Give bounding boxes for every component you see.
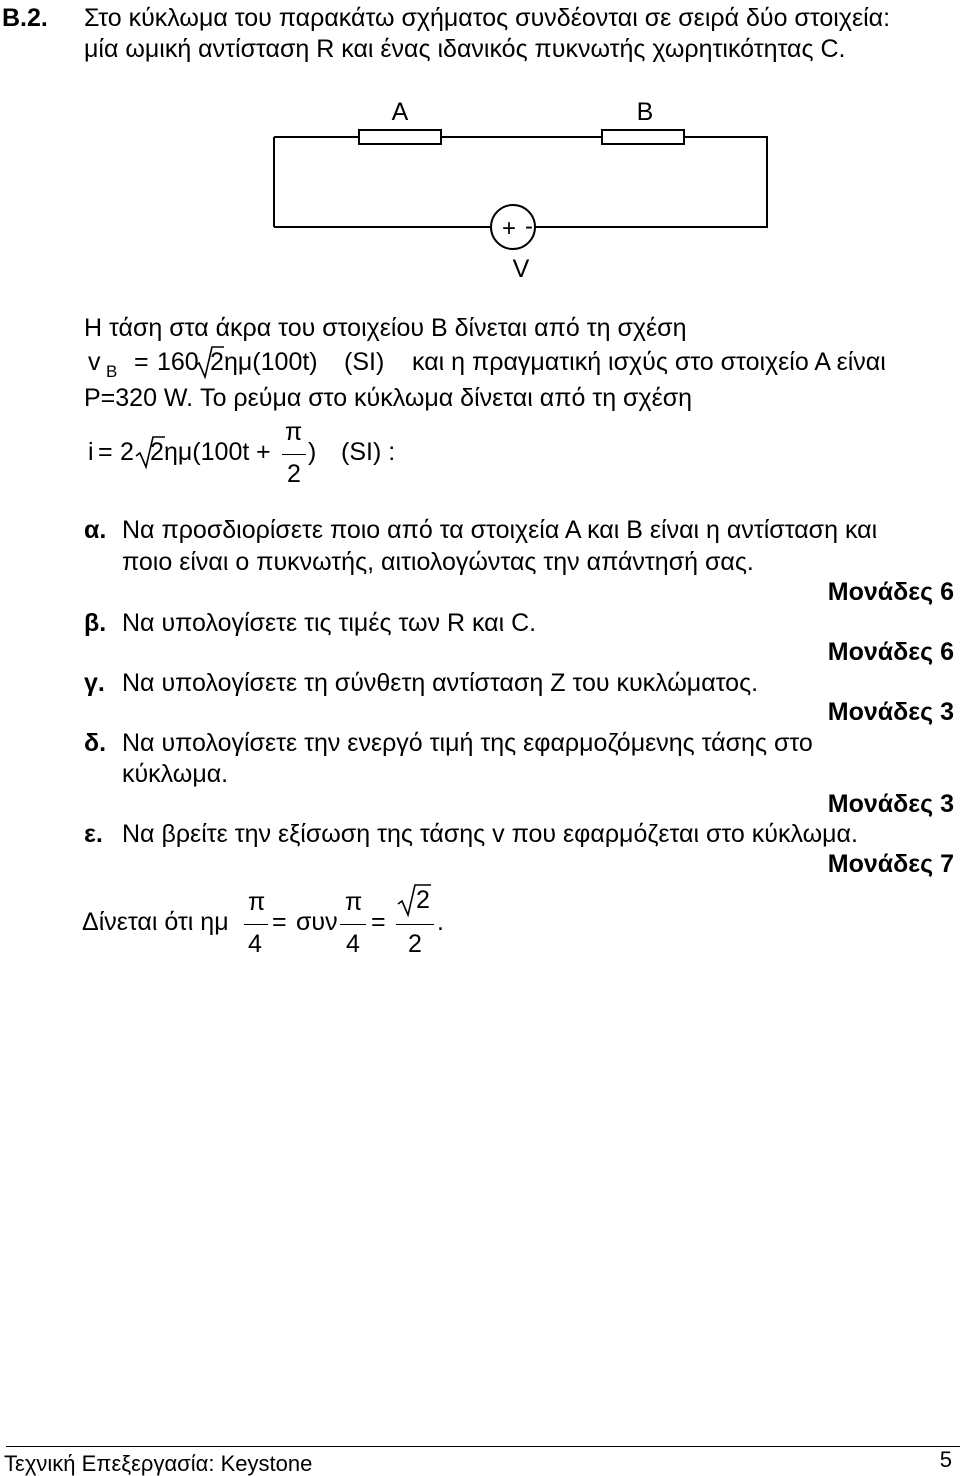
q-c-line-1: Να υπολογίσετε τη σύνθετη αντίσταση Ζ του κυκλώματος. (122, 669, 759, 697)
given-fraction-bar-1 (244, 924, 268, 925)
source-minus: - (525, 213, 533, 240)
vb-intro: Η τάση στα άκρα του στοιχείου Β δίνεται από τη σχέση (84, 314, 687, 342)
i-coefficient: 2 (120, 438, 134, 466)
i-symbol: i (88, 438, 94, 466)
i-function: ημ(100t (164, 438, 250, 466)
label-b: B (636, 98, 654, 126)
given-cos: συν (296, 908, 338, 936)
given-prefix: Δίνεται ότι ημ (82, 908, 229, 936)
q-b-points: Μονάδες 6 (827, 638, 954, 666)
q-d-line-1: Να υπολογίσετε την ενεργό τιμή της εφαρμοζόμενης τάσης στο (122, 729, 813, 757)
q-d-label: δ. (84, 729, 107, 757)
footer-credit: Τεχνική Επεξεργασία: Keystone (4, 1451, 313, 1476)
q-e-line-1: Να βρείτε την εξίσωση της τάσης v που εφαρμόζεται στο κύκλωμα. (122, 820, 858, 848)
i-denominator: 2 (287, 460, 301, 488)
i-close-paren: ) (308, 438, 317, 466)
i-pi-numerator: π (285, 418, 303, 446)
q-c-label: γ. (84, 669, 105, 697)
vb-function: ημ(100t) (224, 348, 318, 376)
vb-radicand: 2 (210, 348, 224, 376)
q-a-line-1: Να προσδιορίσετε ποιο από τα στοιχεία Α και Β είναι η αντίσταση και (122, 516, 878, 544)
source-plus: + (501, 215, 517, 242)
given-equals-2: = (371, 908, 386, 936)
intro-line-2: μία ωμική αντίσταση R και ένας ιδανικός πυκνωτής χωρητικότητας C. (84, 35, 846, 63)
given-fraction-bar-2 (340, 924, 366, 925)
q-d-points: Μονάδες 3 (827, 790, 954, 818)
element-a-box (359, 130, 441, 144)
i-equals: = (98, 438, 113, 466)
footer-divider (6, 1446, 960, 1447)
given-pi-2: π (345, 888, 363, 916)
given-radicand: 2 (416, 886, 430, 914)
q-b-line-1: Να υπολογίσετε τις τιμές των R και C. (122, 609, 537, 637)
q-c-points: Μονάδες 3 (827, 698, 954, 726)
given-denominator: 2 (408, 930, 422, 958)
vb-symbol: v (88, 348, 101, 376)
given-fraction-bar-3 (396, 924, 434, 925)
q-d-line-2: κύκλωμα. (122, 760, 229, 788)
q-e-label: ε. (84, 820, 103, 848)
vb-equals: = (134, 348, 149, 376)
i-radicand: 2 (150, 438, 164, 466)
intro-line-1: Στο κύκλωμα του παρακάτω σχήματος συνδέονται σε σειρά δύο στοιχεία: (84, 4, 891, 32)
power-line: P=320 W. Το ρεύμα στο κύκλωμα δίνεται από τη σχέση (84, 384, 693, 412)
q-a-points: Μονάδες 6 (827, 578, 954, 606)
given-four-1: 4 (248, 930, 262, 958)
q-a-line-2: ποιο είναι ο πυκνωτής, αιτιολογώντας την απάντησή σας. (122, 548, 754, 576)
given-period: . (437, 908, 444, 936)
element-b-box (602, 130, 684, 144)
given-four-2: 4 (346, 930, 360, 958)
label-a: A (391, 98, 409, 126)
vb-subscript: B (106, 362, 118, 381)
i-fraction-bar (282, 454, 306, 455)
vb-coefficient: 160 (157, 348, 199, 376)
i-units: (SI) : (341, 438, 396, 466)
page-number: 5 (939, 1447, 952, 1472)
source-label: V (512, 255, 530, 283)
q-b-label: β. (84, 609, 107, 637)
q-e-points: Μονάδες 7 (827, 850, 954, 878)
vb-units: (SI) (344, 348, 385, 376)
vb-rest: και η πραγματική ισχύς στο στοιχείο Α είναι (412, 348, 886, 376)
given-pi-1: π (248, 888, 266, 916)
i-plus: + (256, 438, 271, 466)
problem-label: Β.2. (2, 4, 48, 32)
q-a-label: α. (84, 516, 107, 544)
given-equals-1: = (272, 908, 287, 936)
